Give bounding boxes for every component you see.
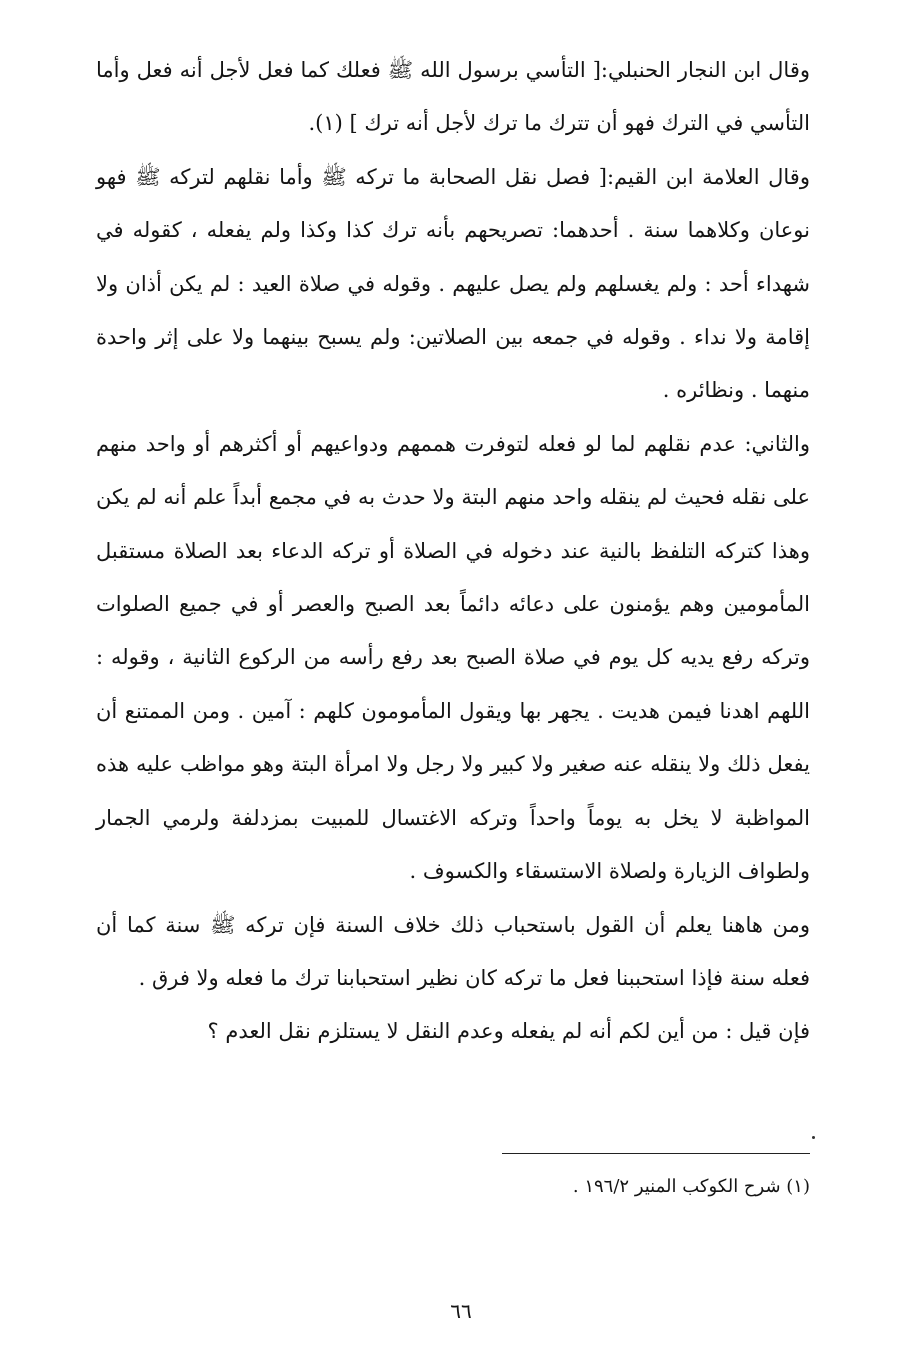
paragraph-second-type: والثاني: عدم نقلهم لما لو فعله لتوفرت هممهم ودواعيهم أو أكثرهم أو واحد منهم على نقله فحيث لم ينقله واحد منهم البتة ولا حدث به في مجمع أبداً علم أنه لم يكن وهذا كتركه التلفظ بالنية عند دخوله في الصلاة أو تركه الدعاء بعد الصلاة مستقبل المأمومين وهم يؤمنون على دعائه دائماً بعد الصبح والعصر أو في جميع الصلوات وتركه رفع يديه كل يوم في صلاة الصبح بعد رفع رأسه من الركوع الثانية ، وقوله : اللهم اهدنا فيمن هديت . يجهر بها ويقول المأمومون كلهم : آمين . ومن الممتنع أن يفعل ذلك ولا ينقله عنه صغير ولا كبير ولا رجل ولا امرأة البتة وهو مواظب عليه هذه المواظبة لا يخل به يوماً واحداً وتركه الاغتسال للمبيت بمزدلفة ولرمي الجمار ولطواف الزيارة ولصلاة الاستسقاء والكسوف . (96, 431, 810, 884)
paragraph-objection: فإن قيل : من أين لكم أنه لم يفعله وعدم النقل لا يستلزم نقل العدم ؟ (207, 1019, 810, 1044)
page-number: ٦٦ (450, 1299, 472, 1323)
paragraph-ibn-qayyim: وقال العلامة ابن القيم:[ فصل نقل الصحابة ما تركه ﷺ وأما نقلهم لتركه ﷺ فهو نوعان وكلاهما سنة . أحدهما: تصريحهم بأنه ترك كذا وكذا ولم يفعله ، كقوله في شهداء أحد : ولم يغسلهم ولم يصل عليهم . وقوله في صلاة العيد : لم يكن أذان ولا إقامة ولا نداء . وقوله في جمعه بين الصلاتين: ولم يسبح بينهما ولا على إثر واحدة منهما . ونظائره . (96, 164, 810, 403)
paragraph-conclusion: ومن هاهنا يعلم أن القول باستحباب ذلك خلاف السنة فإن تركه ﷺ سنة كما أن فعله سنة فإذا استحببنا فعل ما تركه كان نظير استحبابنا ترك ما فعله ولا فرق . (96, 912, 810, 990)
footnote: (١) شرح الكوكب المنير ١٩٦/٢ . (572, 1176, 810, 1197)
main-text (96, 44, 810, 1059)
footnote-mark (812, 1136, 815, 1139)
paragraph-ibn-najjar: وقال ابن النجار الحنبلي:[ التأسي برسول الله ﷺ فعلك كما فعل لأجل أنه فعل وأما التأسي في الترك فهو أن تترك ما ترك لأجل أنه ترك ] (١). (96, 58, 810, 136)
footnote-divider (502, 1153, 810, 1154)
